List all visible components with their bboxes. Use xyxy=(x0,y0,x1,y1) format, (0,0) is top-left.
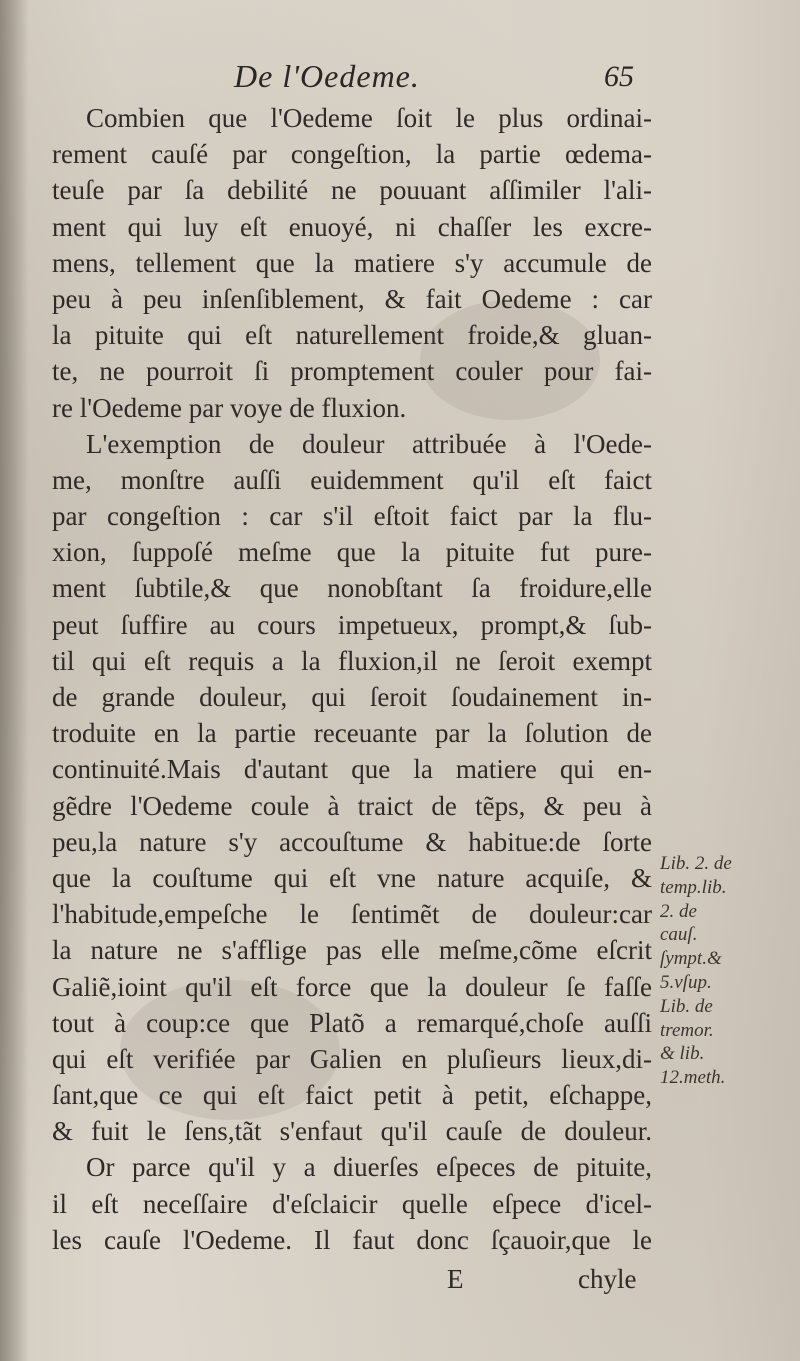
text-line: gẽdre l'Oedeme coule à traict de tẽps, & peu à xyxy=(52,790,652,821)
text-line: de grande douleur, qui ſeroit ſoudainement in- xyxy=(52,682,652,712)
text-line: tout à coup:ce que Platõ a remarqué,choſe auſſi xyxy=(52,1007,652,1038)
text-line: la nature ne s'afflige pas elle meſme,cõme eſcrit xyxy=(52,935,652,966)
margin-note: 12.meth. xyxy=(660,1067,726,1089)
text-line: continuité.Mais d'autant que la matiere qui en- xyxy=(52,754,652,785)
margin-note: cauſ. xyxy=(660,924,698,946)
text-line: te, ne pourroit ſi promptement couler pour fai- xyxy=(52,356,652,387)
text-line: xion, ſuppoſé meſme que la pituite fut pure- xyxy=(52,537,652,568)
running-header xyxy=(0,58,800,98)
text-line: til qui eſt requis a la fluxion,il ne ſeroit exempt xyxy=(52,645,652,676)
catchword: chyle xyxy=(578,1264,637,1294)
body-text xyxy=(52,100,652,1258)
text-line: rement cauſé par congeſtion, la partie œdema- xyxy=(52,139,652,170)
text-line: Combien que l'Oedeme ſoit le plus ordinai- xyxy=(86,103,652,133)
margin-note: tremor. xyxy=(660,1019,714,1041)
margin-note: ſympt.& xyxy=(660,948,722,970)
text-line: la pituite qui eſt naturellement froide,& gluan- xyxy=(52,320,652,351)
running-title: De l'Oedeme. xyxy=(234,58,420,94)
margin-note: 5.vſup. xyxy=(660,971,712,993)
page-footer xyxy=(0,1264,800,1300)
text-line: que la couſtume qui eſt vne nature acquiſe, & xyxy=(52,862,652,893)
text-line: me, monſtre auſſi euidemment qu'il eſt faict xyxy=(52,464,652,495)
text-line: peu à peu inſenſiblement, & fait Oedeme : car xyxy=(52,283,652,314)
text-line: & fuit le ſens,tãt s'enfaut qu'il cauſe de douleur. xyxy=(52,1116,652,1147)
text-line: ment ſubtile,& que nonobſtant ſa froidure,elle xyxy=(52,573,652,604)
text-line: l'habitude,empeſche le ſentimẽt de douleur:car xyxy=(52,899,652,930)
signature-mark: E xyxy=(447,1264,464,1294)
text-line: troduite en la partie receuante par la ſolution de xyxy=(52,718,652,749)
page-spine-shadow xyxy=(0,0,28,1361)
margin-note: Lib. de xyxy=(660,995,713,1017)
margin-note: temp.lib. xyxy=(660,876,727,898)
margin-note: & lib. xyxy=(660,1043,705,1065)
text-line: mens, tellement que la matiere s'y accumule de xyxy=(52,247,652,278)
text-line: re l'Oedeme par voye de fluxion. xyxy=(52,392,407,423)
text-line: peu,la nature s'y accouſtume & habitue:de ſorte xyxy=(52,826,652,857)
text-line: les cauſe l'Oedeme. Il faut donc ſçauoir,que le xyxy=(52,1224,652,1255)
text-line: ment qui luy eſt enuoyé, ni chaſſer les excre- xyxy=(52,211,652,242)
text-line: il eſt neceſſaire d'eſclaicir quelle eſpece d'icel- xyxy=(52,1188,652,1219)
page-number: 65 xyxy=(604,60,634,93)
margin-notes xyxy=(660,852,780,1090)
text-line: peut ſuffire au cours impetueux, prompt,& ſub- xyxy=(52,609,652,640)
text-line: L'exemption de douleur attribuée à l'Oede- xyxy=(86,428,652,459)
text-line: ſant,que ce qui eſt faict petit à petit, eſchappe, xyxy=(52,1080,652,1111)
text-line: par congeſtion : car s'il eſtoit faict par la flu- xyxy=(52,501,652,532)
text-line: teuſe par ſa debilité ne pouuant aſſimiler l'ali- xyxy=(52,175,652,206)
text-line: Galiẽ,ioint qu'il eſt force que la douleur ſe faſſe xyxy=(52,971,652,1002)
margin-note: 2. de xyxy=(660,900,697,922)
text-line: Or parce qu'il y a diuerſes eſpeces de pituite, xyxy=(86,1152,652,1183)
margin-note: Lib. 2. de xyxy=(660,853,732,874)
text-line: qui eſt verifiée par Galien en pluſieurs lieux,di- xyxy=(52,1043,652,1074)
